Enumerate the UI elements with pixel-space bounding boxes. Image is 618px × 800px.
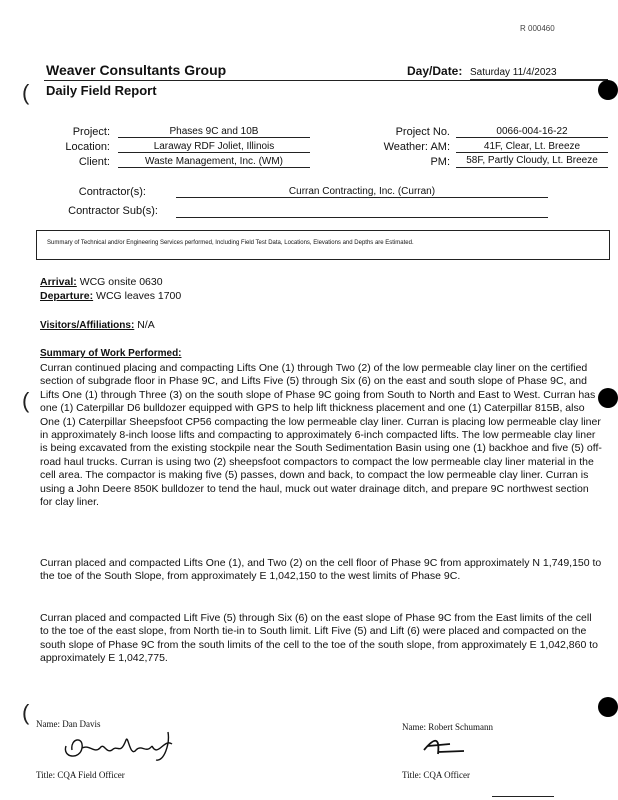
contractor-subs-value — [176, 205, 548, 218]
company-name: Weaver Consultants Group — [46, 62, 227, 78]
visitors-label: Visitors/Affiliations: — [40, 320, 135, 331]
arrival-line — [40, 276, 163, 289]
pm-value: 58F, Partly Cloudy, Lt. Breeze — [456, 155, 608, 168]
work-paragraph-1: Curran continued placing and compacting Lifts One (1) through Two (2) of the low permeable clay liner on the certified section of subgrade floor in Phase 9C, and Lifts Five (5) through Six (6) on the east and south slope of Phase 9C, and Lifts One (1) through Three (3) on the south slope of Phase 9C going from South to North and East to West. Curran has one (1) Caterpillar D6 bulldozer equipped with GPS to help lift thickness placement and one (1) Caterpillar 815B, also One (1) Caterpillar Sheepsfoot CP56 compacting the low permeable clay liner. Curran is placing low permeable clay liner in approximately 8-inch loose lifts and compacting to approximately 6-inch compacted lifts. The low permeable clay liner is being excavated from the existing stockpile near the South Sedimentation Basin using one (1) backhoe and five (5) off-road haul trucks. Curran is using two (2) sheepsfoot compactors to compact the low permeable clay liner material in the cell area. The compactor is making five (5) passes, down and back, to compact the low permeable clay liner. Curran is using a John Deere 850K bulldozer to tend the haul, muck out water drainage ditch, and prepare 9C northwest section for clay liner. — [40, 362, 602, 509]
summary-box-text: Summary of Technical and/or Engineering Services performed, Including Field Test Data, Locations, Elevations and Depths are Estimated. — [47, 240, 414, 246]
arrival-label: Arrival: — [40, 276, 77, 288]
client-label: Client: — [78, 156, 110, 168]
daydate-label: Day/Date: — [407, 64, 463, 78]
report-title: Daily Field Report — [46, 83, 157, 98]
summary-box — [36, 230, 610, 260]
binder-mark-bottom: ( — [22, 700, 30, 725]
punch-hole-bottom — [598, 697, 618, 717]
contractors-label: Contractor(s): — [78, 186, 146, 198]
project-no-label: Project No. — [395, 126, 450, 138]
contractor-subs-label: Contractor Sub(s): — [68, 205, 158, 217]
departure-line — [40, 290, 181, 303]
work-heading: Summary of Work Performed: — [40, 348, 182, 359]
pm-label: PM: — [430, 156, 450, 168]
work-paragraph-3: Curran placed and compacted Lift Five (5) through Six (6) on the east slope of Phase 9C from the East limits of the cell to the toe of the east slope, from North tie-in to South limit. Lift Five (5) and Lift (6) were placed and compacted on the south slope of Phase 9C from the south limits of the cell to the toe of the south slope, from approximately E 1,042,860 to approximately E 1,042,775. — [40, 612, 598, 665]
project-no-value: 0066-004-16-22 — [456, 126, 608, 138]
weather-am-label: Weather: AM: — [383, 141, 450, 153]
visitors-value: N/A — [137, 319, 155, 331]
daydate-value: Saturday 11/4/2023 — [470, 67, 608, 80]
visitors-line — [40, 319, 155, 332]
arrival-value: WCG onsite 0630 — [79, 276, 163, 288]
project-label: Project: — [72, 126, 110, 138]
departure-label: Departure: — [40, 290, 94, 302]
client-value: Waste Management, Inc. (WM) — [118, 156, 310, 168]
left-signer-title: Title: CQA Field Officer — [36, 770, 125, 780]
work-paragraph-2: Curran placed and compacted Lifts One (1), and Two (2) on the cell floor of Phase 9C from approximately N 1,749,150 to the toe of the South Slope, from approximately E 1,042,150 to the west limits of Phase 9C. — [40, 557, 602, 583]
project-value: Phases 9C and 10B — [118, 126, 310, 138]
header-rule — [44, 80, 608, 81]
location-value: Laraway RDF Joliet, Illinois — [118, 141, 310, 153]
punch-hole-top — [598, 80, 618, 100]
signature-rule — [492, 796, 554, 797]
binder-mark: ( — [22, 80, 30, 105]
binder-mark-mid: ( — [22, 388, 30, 413]
contractors-value: Curran Contracting, Inc. (Curran) — [176, 186, 548, 198]
location-label: Location: — [65, 141, 110, 153]
bates-number: R 000460 — [520, 24, 555, 33]
departure-value: WCG leaves 1700 — [96, 290, 182, 302]
right-signer-name: Name: Robert Schumann — [402, 722, 493, 732]
signature-right-icon — [420, 734, 490, 760]
weather-am-value: 41F, Clear, Lt. Breeze — [456, 141, 608, 153]
left-signer-name: Name: Dan Davis — [36, 719, 101, 729]
punch-hole-mid — [598, 388, 618, 408]
signature-left-icon — [60, 728, 190, 768]
right-signer-title: Title: CQA Officer — [402, 770, 471, 780]
